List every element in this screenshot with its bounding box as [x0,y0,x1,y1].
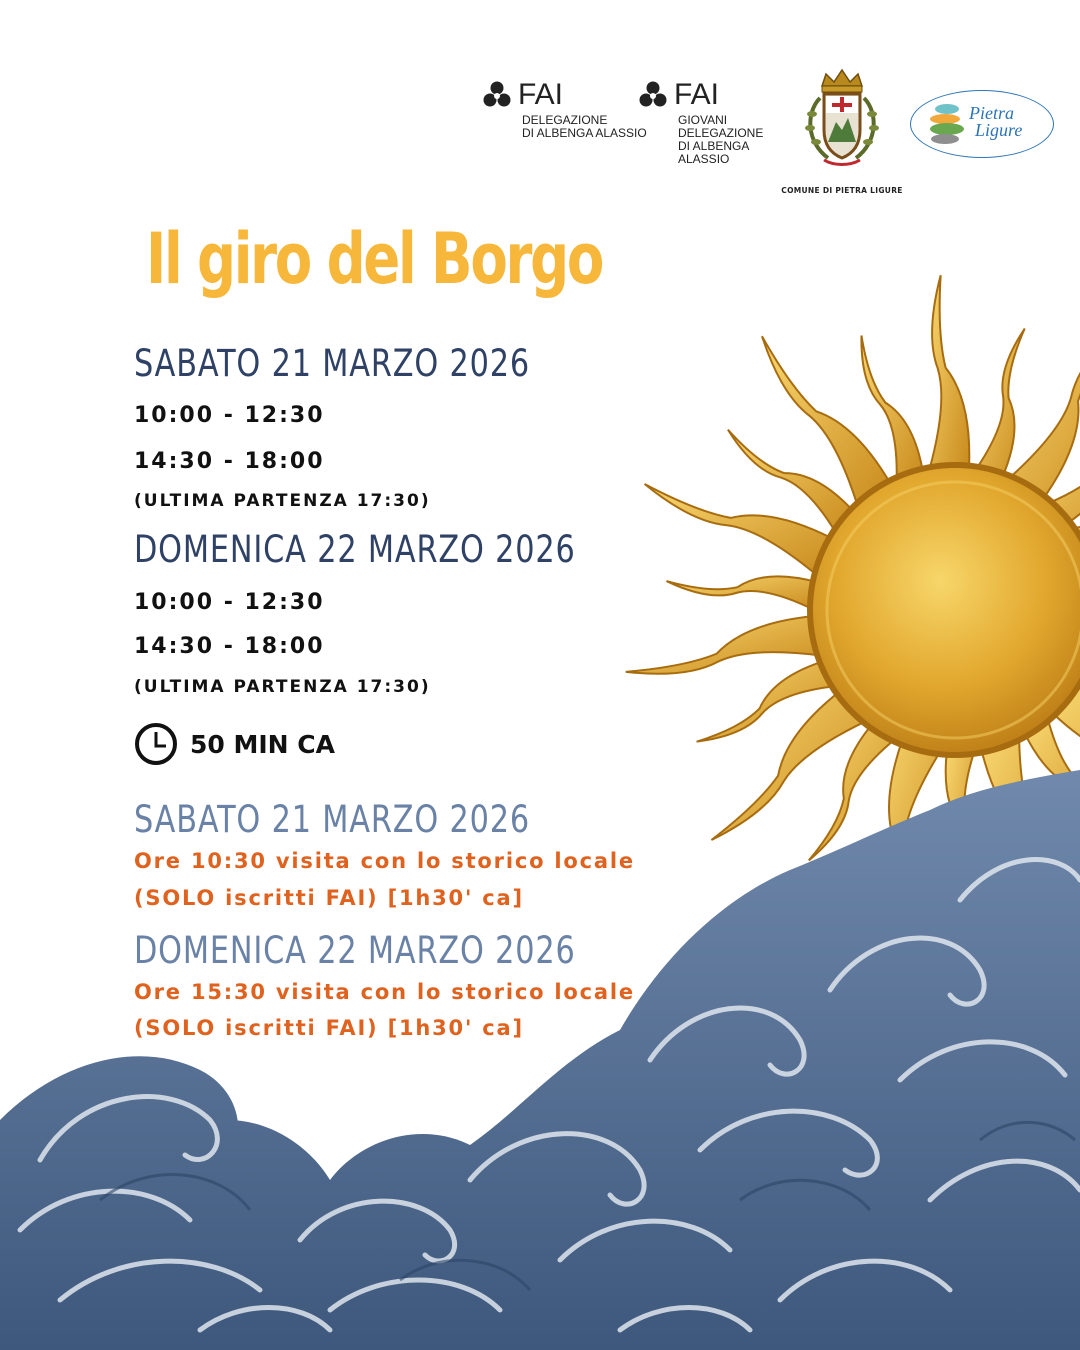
visit-line: (SOLO iscritti FAI) [1h30' ca] [134,1016,524,1040]
fai-giovani-logo [638,78,763,166]
duration-text: 50 MIN CA [190,729,335,759]
fai-delegazione-logo [482,78,647,140]
time-slot: 14:30 - 18:00 [134,634,325,659]
visit-line: Ore 15:30 visita con lo storico locale [134,980,635,1004]
sun-ray [645,484,833,576]
duration-row [134,722,335,766]
time-slot: 10:00 - 12:30 [134,590,325,615]
sun-disc [810,465,1080,755]
fai-mark-icon [482,80,512,110]
visit-day-heading: SABATO 21 MARZO 2026 [134,798,531,841]
comune-label: COMUNE DI PIETRA LIGURE [781,186,903,195]
last-departure-note: (ULTIMA PARTENZA 17:30) [134,677,431,697]
visit-line: (SOLO iscritti FAI) [1h30' ca] [134,886,524,910]
day-heading: DOMENICA 22 MARZO 2026 [134,528,576,571]
pietra-ligure-logo [910,90,1054,158]
fai-sub-line: ALASSIO [678,152,730,166]
last-departure-note: (ULTIMA PARTENZA 17:30) [134,491,431,511]
sun-ray [666,576,817,610]
fai-word: FAI [674,78,720,111]
time-slot: 10:00 - 12:30 [134,403,325,428]
fai-sub-line: GIOVANI [678,113,728,127]
sun-ray [626,616,821,674]
clock-icon [134,722,178,766]
sun-ray [762,336,891,507]
page-title: Il giro del Borgo [146,218,602,300]
fai-sub-line: DELEGAZIONE [522,113,608,127]
visit-line: Ore 10:30 visita con lo storico locale [134,849,635,873]
fai-sub-line: DI ALBENGA [678,139,750,153]
fai-sub-line: DELEGAZIONE [678,126,764,140]
day-heading: SABATO 21 MARZO 2026 [134,342,531,385]
pietra-line: Pietra [969,103,1014,123]
time-slot: 14:30 - 18:00 [134,449,325,474]
crest-icon [794,68,890,180]
visit-day-heading: DOMENICA 22 MARZO 2026 [134,929,576,972]
comune-crest-logo [780,68,904,195]
sun-ray [1008,321,1080,499]
pietra-line: Ligure [975,120,1023,140]
stones-icon [925,101,967,147]
sun-ray [929,275,969,471]
fai-mark-icon [638,80,668,110]
fai-sub-line: DI ALBENGA ALASSIO [522,126,647,140]
fai-word: FAI [518,78,564,111]
sun-ray [975,329,1025,478]
